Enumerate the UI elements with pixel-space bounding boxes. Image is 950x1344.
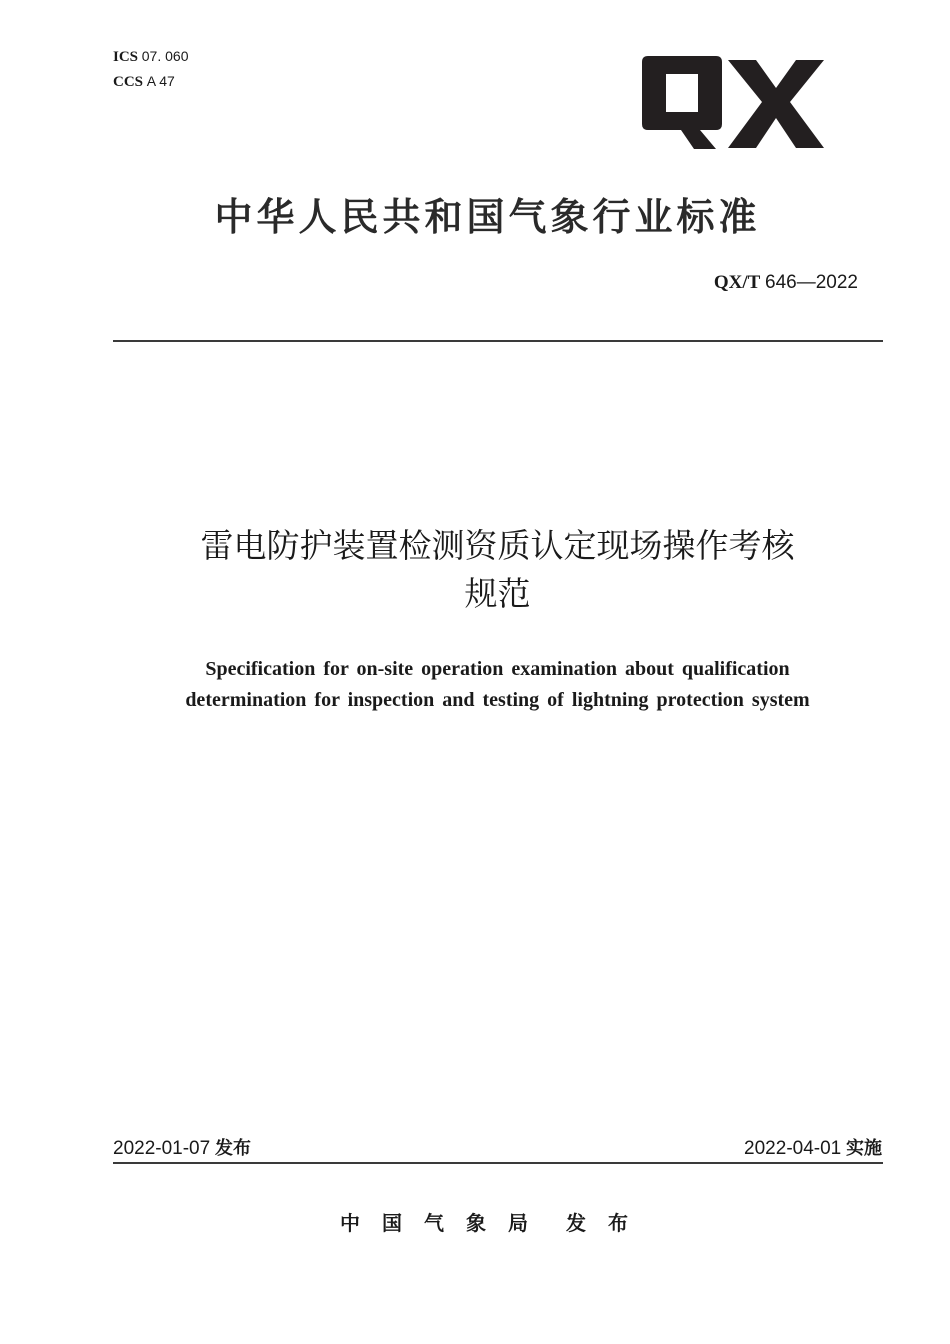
implementation-date-label: 实施 (846, 1138, 882, 1159)
title-cn-line-2: 规范 (464, 574, 531, 613)
standard-number (714, 272, 858, 294)
title-en-line-1: Specification for on-site operation examination about qualification (205, 658, 790, 680)
publisher-action: 发布 (566, 1211, 650, 1235)
ccs-label: CCS (113, 74, 144, 90)
ics-value: 07. 060 (141, 48, 189, 64)
implementation-date-value: 2022-04-01 (744, 1138, 842, 1159)
bottom-divider (113, 1162, 883, 1164)
title-cn-line-1: 雷电防护装置检测资质认定现场操作考核 (200, 526, 795, 565)
top-divider (113, 340, 883, 342)
publisher-name: 中国气象局 (340, 1211, 550, 1235)
ics-code (113, 44, 188, 69)
issue-date-value: 2022-01-07 (113, 1138, 211, 1159)
document-title-english (100, 654, 895, 716)
classification-codes (113, 44, 188, 94)
ccs-value: A 47 (146, 73, 175, 89)
ics-label: ICS (113, 49, 139, 65)
issue-date (113, 1134, 251, 1160)
issue-date-label: 发布 (214, 1138, 251, 1159)
publisher-line (0, 1207, 950, 1236)
standard-category-title: 中华人民共和国气象行业标准 (214, 195, 761, 239)
document-title-chinese (90, 522, 905, 618)
qx-logo (636, 52, 826, 156)
ccs-code (113, 69, 188, 94)
title-en-line-2: determination for inspection and testing of lightning protection system (185, 689, 810, 711)
logo-letter-x (728, 60, 824, 148)
implementation-date (744, 1134, 882, 1160)
standard-number-prefix: QX/T (713, 272, 761, 293)
standard-number-value: 646—2022 (765, 272, 858, 293)
logo-letter-q (642, 56, 722, 149)
